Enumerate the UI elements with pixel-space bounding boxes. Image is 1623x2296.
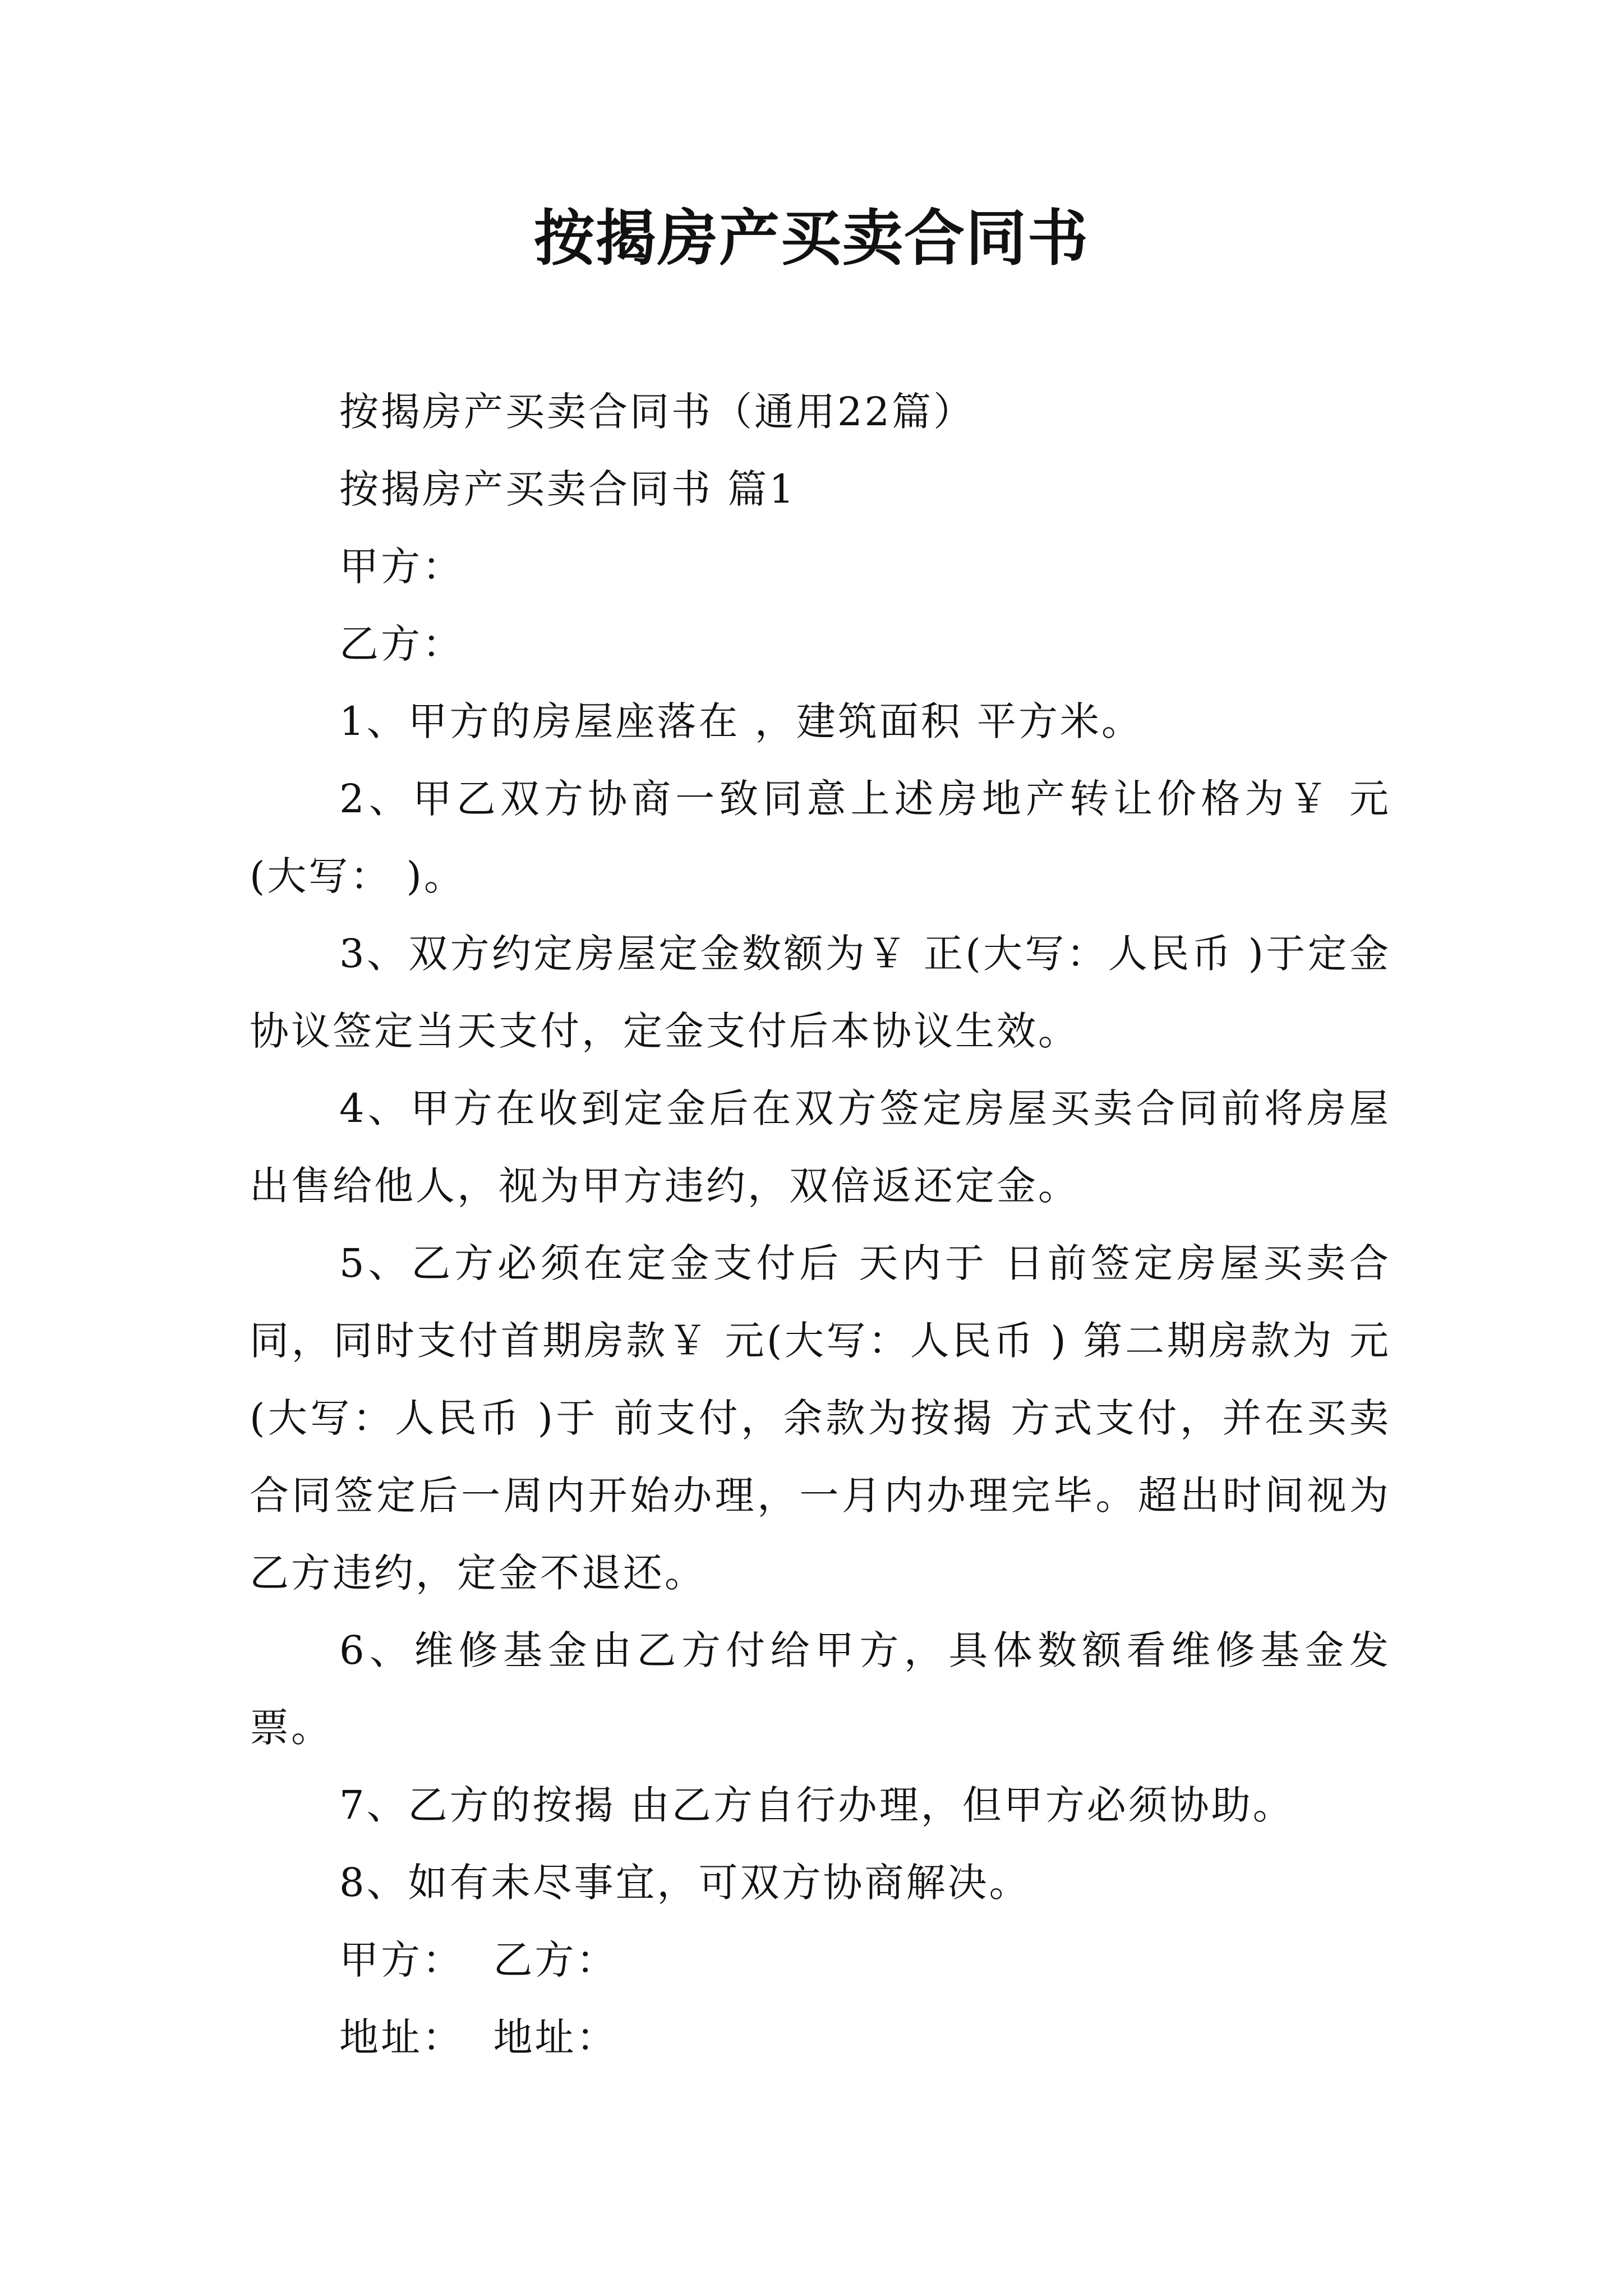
party-b-label: 乙方：	[339, 621, 464, 667]
clause-8: 8、如有未尽事宜，可双方协商解决。	[339, 1860, 1031, 1906]
clause-3: 3、双方约定房屋定金数额为￥ 正(大写：人民币 )于定金协议签定当天支付，定金支付后本协议生效。	[250, 931, 1391, 1054]
clause-5: 5、乙方必须在定金支付后 天内于 日前签定房屋买卖合同，同时支付首期房款￥ 元(大写：人民币 ) 第二期房款为 元(大写：人民币 )于 前支付，余款为按揭 方式支付，并在买卖合同签定后一周内开始办理，一月内办理完毕。超出时间视为乙方违约，定金不退还。	[250, 1240, 1391, 1596]
signature-parties: 甲方： 乙方：	[339, 1937, 618, 1983]
clause-1: 1、甲方的房屋座落在 ，建筑面积 平方米。	[339, 698, 1144, 744]
section-heading: 按揭房产买卖合同书 篇1	[339, 466, 796, 512]
clause-7: 7、乙方的按揭 由乙方自行办理，但甲方必须协助。	[339, 1782, 1294, 1828]
clause-2: 2、甲乙双方协商一致同意上述房地产转让价格为￥ 元(大写： )。	[250, 776, 1391, 899]
signature-address: 地址： 地址：	[339, 2014, 618, 2060]
party-a-label: 甲方：	[339, 544, 464, 590]
document-subtitle: 按揭房产买卖合同书（通用22篇）	[339, 389, 975, 435]
document-title: 按揭房产买卖合同书	[533, 203, 1089, 274]
document-body	[250, 373, 1391, 2076]
clause-4: 4、甲方在收到定金后在双方签定房屋买卖合同前将房屋出售给他人，视为甲方违约，双倍返还定金。	[250, 1085, 1391, 1209]
clause-6: 6、维修基金由乙方付给甲方，具体数额看维修基金发票。	[250, 1627, 1391, 1751]
